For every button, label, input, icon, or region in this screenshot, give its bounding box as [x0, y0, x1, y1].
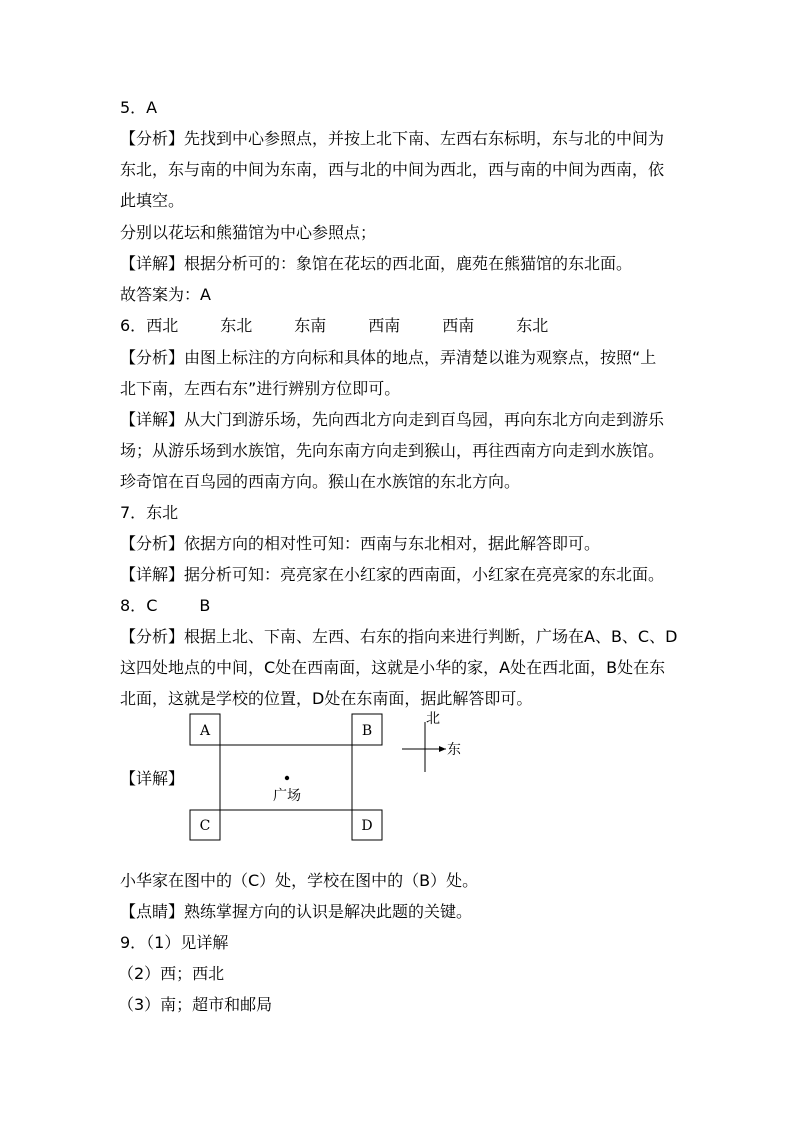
q9-part-3: （3）南；超市和邮局	[118, 995, 273, 1014]
q5-answer: 5．A	[120, 98, 158, 117]
north-label: 北	[426, 711, 440, 727]
q8-tip: 【点睛】熟练掌握方向的认识是解决此题的关键。	[120, 902, 473, 921]
q6-detail-line-2: 场；从游乐场到水族馆，先向东南方向走到猴山，再往西南方向走到水族馆。	[120, 441, 665, 460]
q6-number: 6．	[120, 316, 147, 335]
q8-result: 小华家在图中的（C）处，学校在图中的（B）处。	[120, 871, 479, 890]
east-arrow-icon	[439, 746, 446, 752]
q6-answer-4: 西南	[368, 316, 401, 335]
q6-answer-5: 西南	[442, 316, 475, 335]
q7-analysis: 【分析】依据方向的相对性可知：西南与东北相对，据此解答即可。	[120, 534, 601, 553]
q8-answer-2: B	[199, 596, 211, 615]
q6-detail-line-3: 珍奇馆在百鸟园的西南方向。猴山在水族馆的东北方向。	[120, 472, 521, 491]
label-d: D	[361, 818, 373, 834]
q6-detail-line-1: 【详解】从大门到游乐场，先向西北方向走到百鸟园，再向东北方向走到游乐	[120, 410, 665, 429]
q5-note: 分别以花坛和熊猫馆为中心参照点；	[120, 223, 377, 242]
q5-analysis-line-2: 东北，东与南的中间为东南，西与北的中间为西北，西与南的中间为西南，依	[120, 160, 665, 179]
q6-analysis-line-1: 【分析】由图上标注的方向标和具体的地点，弄清楚以谁为观察点，按照“上	[120, 348, 657, 367]
q5-conclusion: 故答案为：A	[120, 285, 211, 304]
q9-part-2: （2）西；西北	[118, 964, 225, 983]
label-a: A	[199, 723, 211, 739]
q8-answer-line	[120, 596, 210, 616]
label-b: B	[361, 723, 373, 739]
q5-analysis-line-3: 此填空。	[120, 191, 185, 210]
q8-answer-1: C	[146, 596, 158, 615]
label-c: C	[199, 818, 211, 834]
q7-answer: 7．东北	[120, 503, 179, 522]
q6-answer-2: 东北	[220, 316, 253, 335]
q6-answer-line	[120, 316, 548, 336]
q6-analysis-line-2: 北下南，左西右东”进行辨别方位即可。	[120, 379, 401, 398]
plaza-dot	[285, 776, 289, 780]
q6-answer-1: 西北	[146, 316, 179, 335]
q6-answer-3: 东南	[294, 316, 327, 335]
direction-diagram	[180, 706, 480, 846]
q5-analysis-line-1: 【分析】先找到中心参照点，并按上北下南、左西右东标明，东与北的中间为	[120, 129, 665, 148]
q8-number: 8．	[120, 596, 147, 615]
q6-answer-6: 东北	[516, 316, 549, 335]
plaza-label: 广场	[273, 788, 301, 804]
q9-part-1: 9．（1）见详解	[120, 933, 229, 952]
q5-detail: 【详解】根据分析可的：象馆在花坛的西北面，鹿苑在熊猫馆的东北面。	[120, 254, 633, 273]
q8-analysis-line-2: 这四处地点的中间，C处在西南面，这就是小华的家，A处在西北面，B处在东	[120, 658, 666, 677]
q8-detail-label: 【详解】	[120, 769, 185, 788]
q7-detail: 【详解】据分析可知：亮亮家在小红家的西南面，小红家在亮亮家的东北面。	[120, 565, 665, 584]
q8-analysis-line-3: 北面，这就是学校的位置，D处在东南面，据此解答即可。	[120, 689, 533, 708]
q8-analysis-line-1: 【分析】根据上北、下南、左西、右东的指向来进行判断，广场在A、B、C、D	[120, 627, 678, 646]
east-label: 东	[447, 742, 461, 758]
